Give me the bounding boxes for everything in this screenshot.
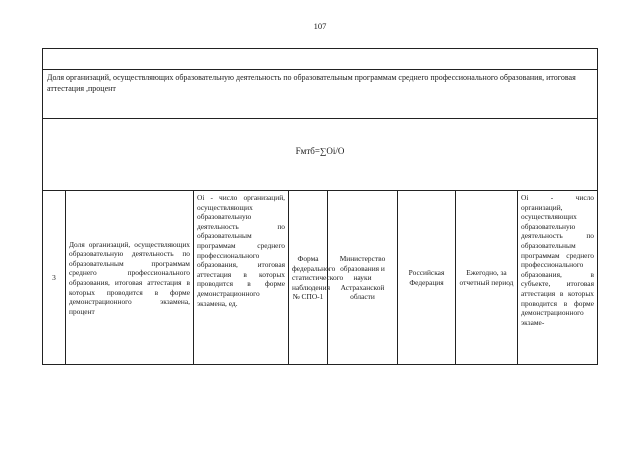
indicator-name: Доля организаций, осуществляющих образовательную деятельность по образовательным программам среднего профессионального образования, итоговая аттестация в которых проводится в форме демонстрационного экзамена, процент [69,239,190,316]
formula: Fмтб=∑Oi/O [295,146,345,156]
periodicity-cell [455,191,517,365]
level: Российская Федерация [408,268,445,287]
description-cell [517,191,597,365]
responsible-authority: Министерство образования и науки Астраханской области [339,254,386,302]
detailed-description: Oi - число организаций, осуществляющих образовательную деятельность по образовательным программам среднего профессионального образования, в субъекте, итоговая аттестация в которых проводится в форме демонстрационного экзаме- [521,193,594,327]
responsible-cell [327,191,397,365]
page-number: 107 [313,21,327,31]
row-divider [43,69,597,70]
data-source: Форма федерального статистического наблюдения № СПО-1 [292,254,344,302]
variable-description: Oi - число организаций, осуществляющих образовательную деятельность по образовательным программам среднего профессионального образования, итоговая аттестация в которых проводится в форме демонстрационного экзамена, ед. [197,193,285,308]
indicator-title: Доля организаций, осуществляющих образовательную деятельность по образовательным программам среднего профессионального образования, итоговая аттестация ,процент [47,73,576,93]
periodicity: Ежегодно, за отчетный период [459,268,514,287]
indicator-table [42,48,598,365]
row-divider [43,118,597,119]
level-cell [397,191,455,365]
row-number-cell [43,191,65,365]
data-source-cell [288,191,344,365]
row-number: 3 [52,273,56,283]
variable-cell [193,191,288,365]
indicator-name-cell [65,191,193,365]
